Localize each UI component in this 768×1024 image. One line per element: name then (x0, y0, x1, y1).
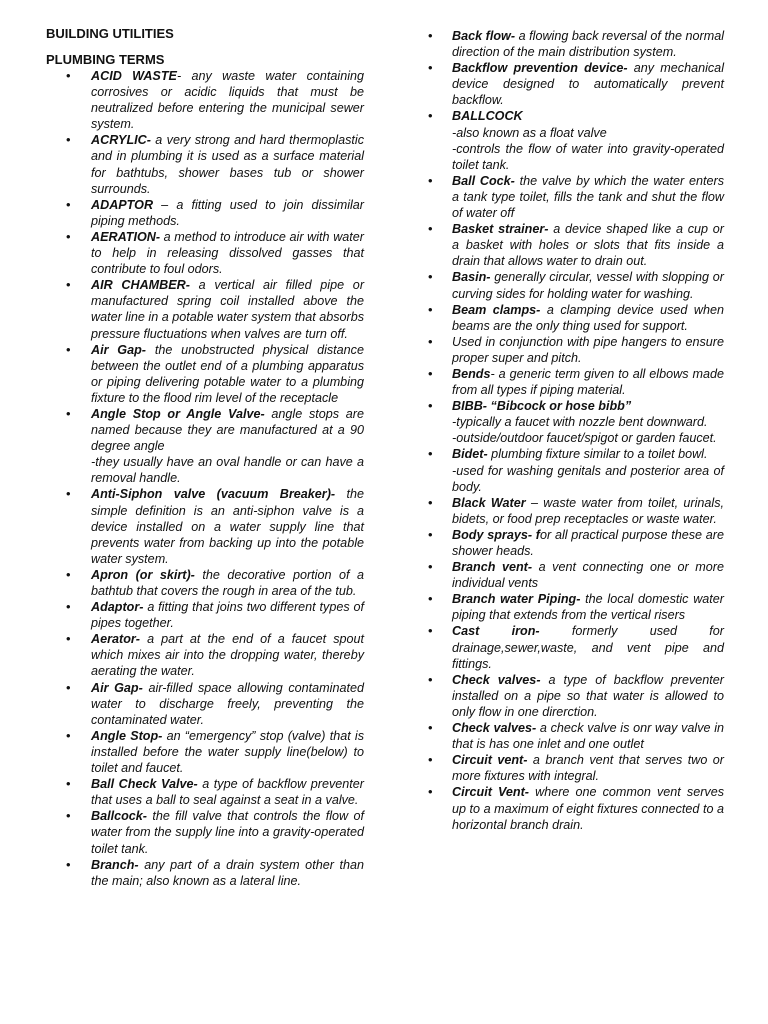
term-item (426, 720, 724, 752)
term-name: AERATION- (91, 229, 161, 244)
term-definition: a method to introduce air with water to help in releasing dissolved gasses that contribute to foul odors. (91, 229, 364, 277)
term-name: Backflow prevention device- (452, 61, 628, 76)
term-note: -also known as a float valve (452, 125, 607, 140)
term-definition: a part at the end of a faucet spout which mixes air into the dropping water, thereby aerating the water. (91, 632, 364, 679)
right-term-list (426, 28, 724, 833)
term-item (426, 446, 724, 494)
term-name: Bends (452, 366, 491, 381)
term-definition: a vertical air filled pipe or manufactured spring coil installed above the water line in a potable water system that absorbs pressure fluctuations when valves are turn off. (91, 278, 365, 341)
term-name: AIR CHAMBER- (91, 278, 190, 293)
term-definition: plumbing fixture similar to a toilet bowl. (487, 447, 708, 462)
term-name: ACID WASTE (91, 69, 177, 83)
term-definition: the valve by which the water enters a tank type toilet, fills the tank and shut the flow of water off (452, 173, 725, 221)
term-item (46, 680, 364, 728)
term-definition: the simple definition is an anti-siphon valve is a device installed on a water supply line that prevents water from backing up into the potable water system. (91, 487, 364, 566)
term-item (426, 398, 724, 446)
term-note: -they usually have an oval handle or can have a removal handle. (91, 455, 364, 486)
term-definition: a branch vent that serves two or more fixtures with integral. (452, 753, 724, 784)
term-item (426, 302, 724, 334)
term-item (46, 776, 364, 808)
term-item (426, 672, 724, 720)
term-item (46, 486, 364, 566)
term-name: Circuit Vent- (452, 785, 529, 800)
term-item (426, 623, 724, 671)
section-heading: PLUMBING TERMS (46, 52, 165, 67)
term-definition: a device shaped like a cup or a basket with holes or slots that fits inside a drain that allows water to drain out. (452, 222, 724, 269)
term-name: Branch- (91, 857, 139, 872)
term-note: -controls the flow of water into gravity-operated toilet tank. (452, 141, 724, 172)
term-definition: angle stops are named because they are manufactured at a 90 degree angle (91, 406, 364, 454)
term-item (426, 559, 724, 591)
term-definition: – a fitting used to join dissimilar piping methods. (91, 197, 364, 228)
left-term-list (46, 68, 364, 889)
term-name: Air Gap- (91, 680, 143, 695)
term-item (46, 68, 364, 132)
term-name: Anti-Siphon valve (vacuum Breaker)- (91, 487, 336, 502)
term-name: BIBB- “Bibcock or hose bibb” (452, 399, 632, 414)
term-definition: a clamping device used when beams are the only thing used for support. (452, 302, 724, 333)
term-item (426, 221, 724, 269)
term-definition: a check valve is onr way valve in that is has one inlet and one outlet (452, 721, 724, 752)
term-definition: a type of backflow preventer installed on a pipe so that water is allowed to only flow in one direrction. (452, 672, 724, 719)
term-definition: the fill valve that controls the flow of water from the supply line into a gravity-operated toilet tank. (91, 809, 364, 856)
term-item (46, 197, 364, 229)
term-name: Aerator- (91, 632, 140, 647)
term-name: Cast iron- (452, 624, 540, 639)
term-name: ADAPTOR (91, 197, 154, 212)
term-definition: or all practical purpose these are shower heads. (452, 527, 724, 558)
term-name: Air Gap- (91, 342, 146, 357)
term-item (426, 334, 724, 366)
term-item (426, 366, 724, 398)
term-name: Ballcock- (91, 809, 147, 824)
left-column (46, 26, 364, 889)
term-item (426, 495, 724, 527)
term-item (426, 784, 724, 832)
term-name: Basin- (452, 270, 491, 285)
term-name: Angle Stop or Angle Valve- (91, 406, 265, 421)
term-definition: a fitting that joins two different types of pipes together. (91, 600, 364, 631)
term-item (46, 406, 364, 486)
term-definition: – waste water from toilet, urinals, bidets, or food prep receptacles or waste water. (452, 495, 725, 526)
term-item (46, 857, 364, 889)
term-item (46, 599, 364, 631)
term-item (426, 173, 724, 221)
term-definition: any part of a drain system other than the main; also known as a lateral line. (91, 857, 364, 888)
term-note: -typically a faucet with nozzle bent downward. (452, 415, 708, 430)
term-item (46, 342, 364, 406)
term-name: Black Water (452, 495, 526, 510)
term-note: -outside/outdoor faucet/spigot or garden faucet. (452, 431, 717, 446)
term-definition: a very strong and hard thermoplastic and in plumbing it is used as a surface material for bathtubs, shower bases tub or shower surrounds. (91, 133, 364, 196)
term-definition: the unobstructed physical distance between the outlet end of a plumbing apparatus or piping delivering potable water to a plumbing fixture to the flood rim level of the receptacle (91, 342, 364, 405)
document-title: BUILDING UTILITIES (46, 26, 174, 41)
term-item (46, 229, 364, 277)
term-item (426, 108, 724, 172)
term-definition: air-filled space allowing contaminated water to discharge freely, preventing the contaminated water. (91, 680, 364, 727)
term-item (426, 60, 724, 108)
term-item (46, 132, 364, 196)
term-name: Body sprays- f (452, 527, 540, 542)
term-item (46, 728, 364, 776)
term-definition: formerly used for drainage,sewer,waste, and vent pipe and fittings. (452, 624, 725, 671)
term-item (46, 567, 364, 599)
term-item (46, 631, 364, 679)
term-name: Ball Cock- (452, 173, 515, 188)
term-name: Angle Stop- (91, 728, 163, 743)
term-item (426, 752, 724, 784)
term-name: Basket strainer- (452, 222, 549, 237)
term-name: BALLCOCK (452, 109, 523, 124)
term-definition: the decorative portion of a bathtub that covers the rough in area of the tub. (91, 567, 364, 598)
term-name: Ball Check Valve- (91, 777, 198, 792)
term-definition: any mechanical device designed to automatically prevent backflow. (452, 61, 724, 108)
term-note: -used for washing genitals and posterior area of body. (452, 463, 724, 494)
term-name: Apron (or skirt)- (91, 567, 195, 582)
term-name: Adaptor- (91, 600, 144, 615)
term-definition: an “emergency” stop (valve) that is installed before the water supply line(below) to toilet and faucet. (91, 728, 365, 776)
term-item (426, 591, 724, 623)
term-name: Back flow- (452, 29, 516, 43)
term-item (426, 28, 724, 60)
term-name: Check valves- (452, 672, 541, 687)
term-definition: a vent connecting one or more individual vents (452, 560, 725, 591)
term-definition: a type of backflow preventer that uses a ball to seal against a seat in a valve. (91, 777, 364, 808)
term-definition: where one common vent serves up to a maximum of eight fixtures connected to a horizontal branch drain. (452, 785, 724, 832)
term-name: Beam clamps- (452, 302, 541, 317)
term-name: Bidet- (452, 447, 488, 462)
term-definition: - any waste water containing corrosives or acidic liquids that must be neutralized before entering the municipal sewer system. (91, 69, 365, 132)
term-definition: a flowing back reversal of the normal direction of the main distribution system. (452, 29, 724, 60)
term-item (46, 808, 364, 856)
term-name: Check valves- (452, 721, 537, 736)
term-item (426, 269, 724, 301)
term-item (426, 527, 724, 559)
term-name: Branch vent- (452, 560, 533, 575)
term-definition: - a generic term given to all elbows made from all types if piping material. (452, 366, 724, 398)
term-name: Circuit vent- (452, 753, 528, 768)
term-name: Branch water Piping- (452, 592, 581, 607)
right-column (426, 28, 724, 833)
term-name: ACRYLIC- (91, 133, 151, 148)
term-definition: Used in conjunction with pipe hangers to ensure proper super and pitch. (452, 334, 724, 365)
term-item (46, 277, 364, 341)
term-definition: the local domestic water piping that extends from the vertical risers (452, 592, 724, 623)
term-definition: generally circular, vessel with slopping or curving sides for holding water for washing. (452, 270, 724, 301)
